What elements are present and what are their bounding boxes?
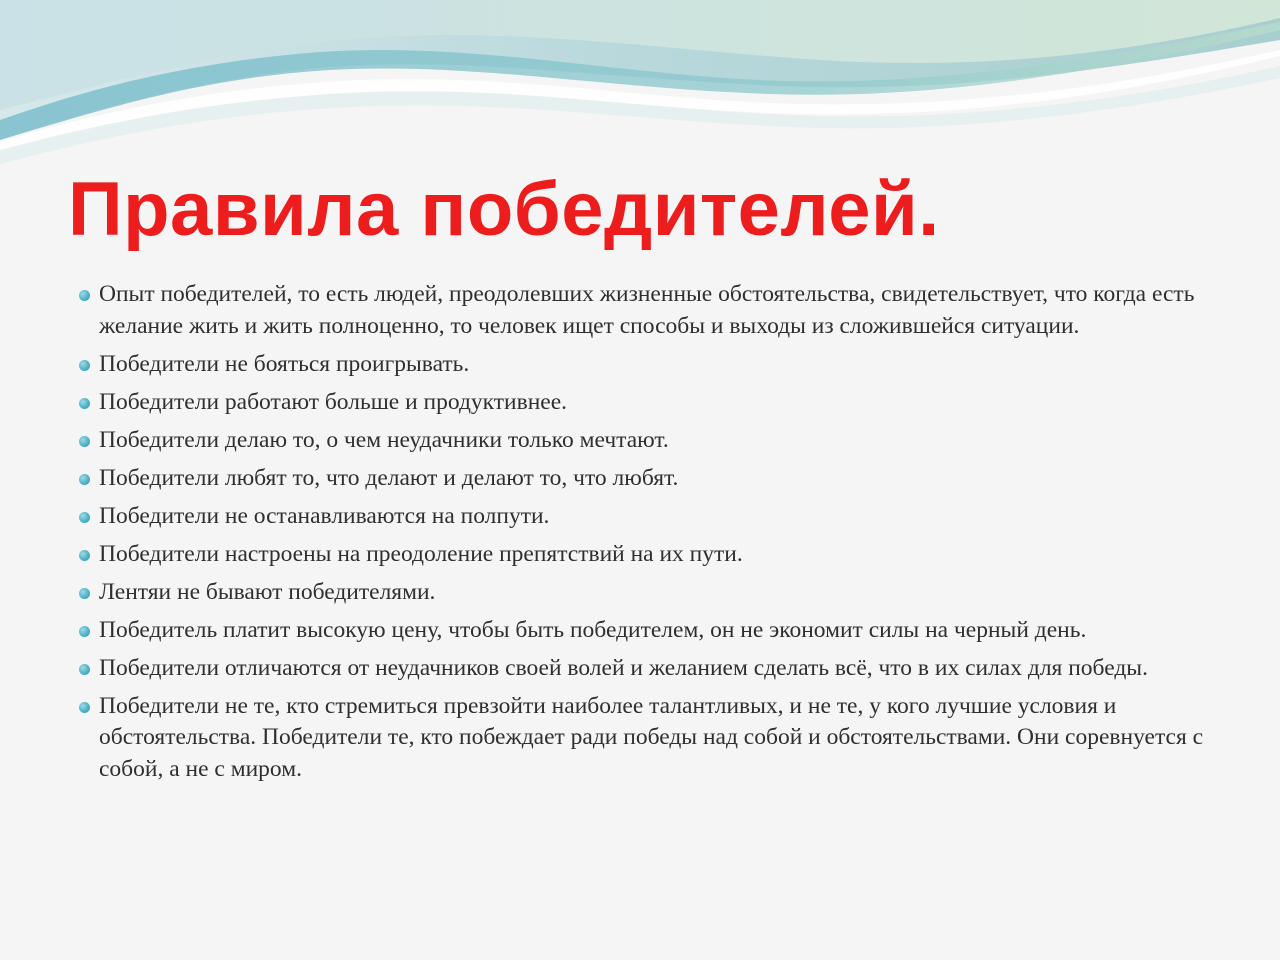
bullet-dot-icon <box>79 290 90 301</box>
bullet-item <box>76 349 1206 381</box>
bullet-item <box>76 615 1206 647</box>
bullet-dot-icon <box>79 398 90 409</box>
bullet-text: Опыт победителей, то есть людей, преодолевших жизненные обстоятельства, свидетельствует, что когда есть желание жить и жить полноценно, то человек ищет способы и выходы из сложившейся ситуации. <box>99 281 1195 339</box>
bullet-item <box>76 463 1206 495</box>
bullet-dot-icon <box>79 550 90 561</box>
bullet-dot-icon <box>79 436 90 447</box>
bullet-text: Победители не бояться проигрывать. <box>99 350 470 377</box>
bullet-dot-icon <box>79 588 90 599</box>
bullet-dot-icon <box>79 360 90 371</box>
bullet-text: Победители настроены на преодоление препятствий на их пути. <box>99 540 743 567</box>
bullet-text: Победители делаю то, о чем неудачники только мечтают. <box>99 426 669 453</box>
bullet-text: Победитель платит высокую цену, чтобы быть победителем, он не экономит силы на черный день. <box>99 616 1087 643</box>
bullet-text: Лентяи не бывают победителями. <box>99 578 436 605</box>
slide-title: Правила победителей. <box>68 167 940 252</box>
bullet-item <box>76 425 1206 457</box>
bullet-text: Победители не те, кто стремиться превзойти наиболее талантливых, и не те, у кого лучшие условия и обстоятельства. Победители те, кто побеждает ради победы над собой и обстоятельствами. Они соревнуется с собой, а не с миром. <box>99 692 1204 782</box>
bullet-dot-icon <box>79 474 90 485</box>
bullet-text: Победители отличаются от неудачников своей волей и желанием сделать всё, что в их силах для победы. <box>99 654 1148 681</box>
bullet-text: Победители работают больше и продуктивнее. <box>99 388 568 415</box>
bullet-item <box>76 653 1206 685</box>
bullet-dot-icon <box>79 702 90 713</box>
bullet-item <box>76 577 1206 609</box>
bullet-item <box>76 279 1206 342</box>
bullet-item <box>76 501 1206 533</box>
bullet-dot-icon <box>79 512 90 523</box>
bullet-item <box>76 691 1206 786</box>
bullet-text: Победители любят то, что делают и делают то, что любят. <box>99 464 679 491</box>
bullet-dot-icon <box>79 664 90 675</box>
bullet-dot-icon <box>79 626 90 637</box>
bullet-text: Победители не останавливаются на полпути. <box>99 502 550 529</box>
bullet-item <box>76 387 1206 419</box>
decorative-waves <box>0 0 1280 170</box>
bullet-list <box>76 279 1206 792</box>
bullet-item <box>76 539 1206 571</box>
